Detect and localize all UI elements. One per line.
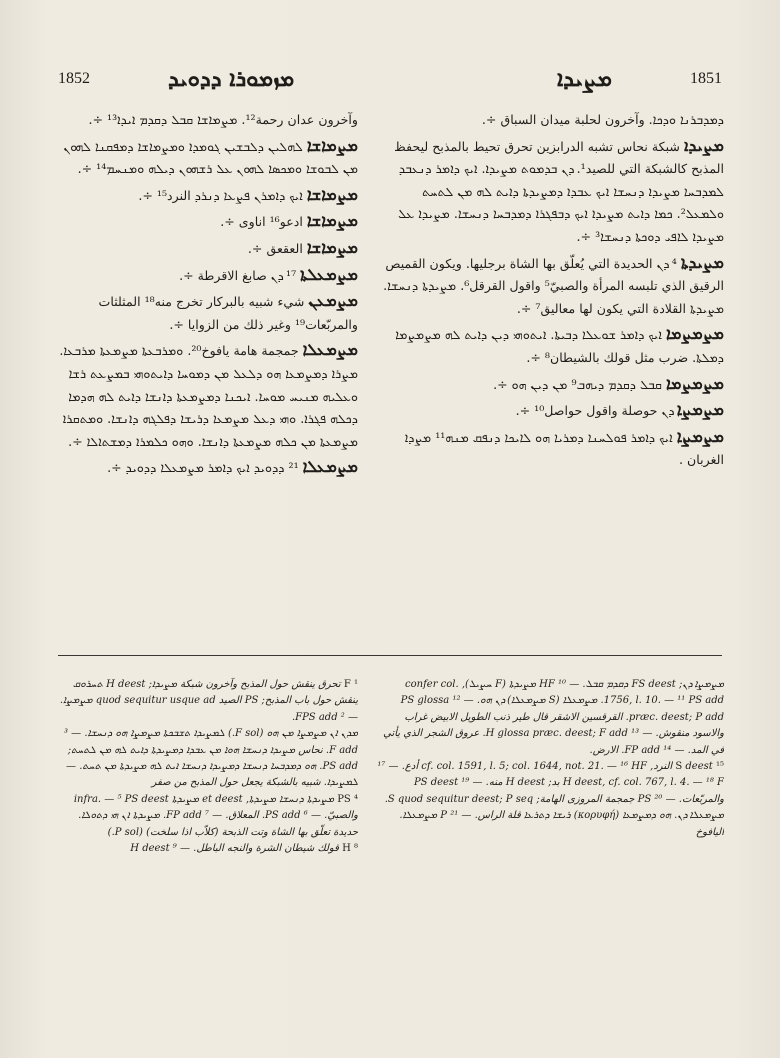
footnote-divider <box>58 655 722 656</box>
headword: ܡܨܡܐܫܐ <box>306 237 358 257</box>
headword: ܡܨܝܕܐ <box>683 135 724 155</box>
entry <box>56 210 358 234</box>
headword: ܡܨܡܐܫܐ <box>306 135 358 155</box>
entry <box>56 184 358 208</box>
entry <box>372 323 724 369</box>
footnote-text: ܡܕܢ ܐܢ ܡܨܡܨܐ ܡܢ ܗܘ (F sol.) ܠܡܨܝܕܐ ܬܫܒܟܬܐ ܡܨܡܨܐ ܗܘ ܕܢܚܫܐ. — ³ F add. نحاس ܡܨܝܕܐ ܕܢܚܫܐ ܗܘܐ ܡܢ ܥܒܕܐ ܕܡܨܝܕܬܐ ܕܐܝܬ ܠܗ ܡܢ ܠܬܚܬ; PS add. ܗܘ ܕܡܕܒܚܐ ܕܢܚܫܐ ܕܡܨܝܕܐ ܕܢܚܫܐ ܐܝܬ ܠܗ ܡܨܝܕܬܐ ܡܢ ܬܚܬ. — ܠܡܨܝܕܐ. شبيه بالشبكة يجعل حول المذبح من صفر <box>63 728 358 789</box>
entry-text: ܐܝܟ ܕܐܡܪ ܫܘܥܠܐ ܕܒܝܬܐ. ܐܝܬܘܗܝ ܕܝܢ ܕܐܝܬ ܠܗ ܡܨܡܨܡܐ ܕܡܠܬܐ. ضرب مثل قولك بالشيطان⁸ ÷. <box>395 327 724 365</box>
entry-text: ⁴ ܕܢ الحديدة التي يُعلّق بها الشاة برجليها. ويكون القميص الرقيق الذي تلبسه المرأة والصبيّ⁵ واقول القرقل⁶. ܡܨܝܕܬܐ ܕܢܚܫܐ. ܡܨܝܕܬܐ القلادة التي يكون لها معاليق⁷ ÷. <box>383 255 724 316</box>
headword: ܡܨܡܥܢ <box>308 291 358 311</box>
footnote-mark: ¹ F <box>343 679 358 690</box>
entry <box>372 108 724 132</box>
entry <box>372 373 724 397</box>
footnote <box>56 841 358 857</box>
entry <box>56 339 358 453</box>
entry-text: جمجمة هامة يافوخ²⁰. ܘܡܪܒܥܬܐ ܡܨܡܥܬܐ ܡܪܒܥܐ. ܡܨܪܐ ܕܡܨܡܥܐ ܗܘ ܕܠܥܠ ܡܢ ܕܡܘܚܐ ܕܐܝܬܘܗܝ ܒܡܨܥܬ ܪܫܐ ܘܥܠܝܗ ܡܢܝܚ ܡܘܚܐ. ܐܝܟܢܐ ܕܡܨܡܥܬܐ ܕܐܢܫܐ ܕܐܝܬ ܠܗ ܗܕܡܐ ܕܟܠܗ ܦܓܪܐ. ܘܗܝ ܕܥܠ ܡܨܡܥܐ ܕܪܝܫܐ ܕܦܠܓܗ ܕܐܢܫܐ. ܘܡܬܩܪܐ ܡܨܡܥܬܐ ܡܢ ܟܠܗ ܡܨܡܥܬܐ ܕܐܢܫܐ. ܘܗܘ ܟܠܡܪܐ ܕܡܫܬܐܠܐ ÷. <box>59 343 358 449</box>
entry-text: العقعق ÷. <box>247 240 303 256</box>
running-head-right: ܡܨܝܕܐ <box>556 66 612 92</box>
running-head-left: ܡܙܡܘܪܐ ܕܕܘܝܕ <box>168 66 295 92</box>
left-footnotes <box>56 677 358 937</box>
entry <box>56 108 358 132</box>
right-text-column <box>372 108 724 648</box>
right-footnotes <box>374 677 724 937</box>
page-header <box>58 66 722 100</box>
entry-text: ܠܗܠܝܢ ܕܠܒܫܝܢ ܓܘܡܕܐ ܘܡܨܡܐܫܐ ܕܡܦܩܢܐ ܠܗܘܢ ܡܢ ܠܒܘܫܐ ܘܡܟܣܐ ܠܗܘܢ ܥܠ ܪܫܗܘܢ ܕܝܠܗ ܘܡܢܚܡ¹⁴ ÷. <box>63 138 358 177</box>
entry-text: ܐܝܟ ܕܐܡܪܢ ܦܨܥܐ ܕܢܪܕ النرد¹⁵ ÷. <box>138 187 303 203</box>
entry-text: شبكة نحاس تشبه الدرابزين تحرق تحيط بالمذبح ليحفظ المذبح كالشبكة التي للصيد¹. ܕܢ ܒܕܡܘܬ ܡܨܝܕܐ. ܐܝܟ ܕܐܡܪ ܕܢܥܒܕ ܠܡܕܒܚܐ ܡܨܝܕܐ ܕܢܚܫܐ ܐܝܟ ܥܒܕܐ ܕܡܨܝܕܬܐ ܕܐܝܬ ܠܗ ܡܢ ܠܬܚܬ ܘܠܡܥܠ². ܟܡܐ ܕܐܝܬ ܡܨܝܕܐ ܐܝܟ ܕܒܦܓܪܐ ܕܡܕܒܚܐ ܕܢܚܫܐ. ܡܨܝܕܐ ܥܠ ܡܨܝܕܐ ܠܐܦܝ ܕܘܟܬܐ ܕܢܚܫܐ³ ÷. <box>394 138 724 244</box>
footnote-text: ܡܨܝܕܬܐ ܕܢܚܫܐ ܡܨܝܕܬܐ, et deest ܡܨܝܕܬܐ infra. — ⁵ PS deest والصبيّ. — ⁶ PS add. المعلاق. — ⁷ FP add. ܡܨܝܕܬܐ ܐܢ ܗܝ ܕܬܘܠܐ. حديدة تعلّق بها الشاة وتت الذبحة (كلاّب اذا سلخت) (P sol.) <box>73 793 358 838</box>
footnote-text: قولك شيطان الشرة والنجه الباطل. — ⁹ H deest <box>130 843 339 855</box>
entry <box>56 237 358 261</box>
entry-text: ܩܒܠ ܕܩܕܡ ܕܝܗܒ⁹ ܡܢ ܕܝܢ ܗܘ ÷. <box>493 376 662 392</box>
entry <box>56 290 358 336</box>
headword: ܡܨܡܨܐ <box>676 400 724 420</box>
entry-text: ²¹ ܕܕܘܝܕ ܐܝܟ ܕܐܡܪ ܡܨܡܥܠܐ ܕܕܘܝܕ ÷. <box>107 460 299 476</box>
entry <box>372 426 724 472</box>
headword: ܡܨܡܨܐ <box>676 426 724 446</box>
entry-text: ܕܡܕܒܪܢܐ ܘܕܟܐ. وآخرون لحلبة ميدان السباق ÷. <box>481 112 724 127</box>
left-text-column <box>56 108 358 648</box>
entry-text: ܐܝܟ ܕܐܡܪ ܦܘܠܚܢܐ ܕܡܪܝܐ ܗܘ ܠܐܝܟܐ ܕܢܦܩ ܡܢܗ¹¹ ܡܨܕܐ الغربان . <box>404 429 724 468</box>
entry <box>56 264 358 288</box>
headword: ܡܨܡܐܫܐ <box>306 184 358 204</box>
entry <box>372 135 724 249</box>
footnote <box>56 677 358 726</box>
headword: ܡܨܡܨܡܐ <box>665 373 724 393</box>
entry <box>372 252 724 321</box>
footnote-mark: ⁴ PS <box>337 793 358 805</box>
entry <box>372 399 724 423</box>
footnote <box>56 792 358 841</box>
headword: ܡܨܡܥܠܬܐ <box>300 264 358 284</box>
footnote <box>374 677 724 759</box>
headword: ܡܨܡܥܠܐ <box>302 457 358 477</box>
footnote-mark: ⁸ H <box>342 843 358 855</box>
entry <box>56 456 358 480</box>
footnote <box>56 726 358 792</box>
page-number-right: 1851 <box>690 70 722 87</box>
headword: ܡܨܡܨܡܐ <box>665 324 724 344</box>
entry-text: ¹⁷ ܕܢ صابغ الاقرطة ÷. <box>179 267 297 283</box>
entry-text: شيء شبيه بالبركار تخرج منه¹⁸ المثلثات والمربّعات¹⁹ وغير ذلك من الزوايا ÷. <box>98 294 358 332</box>
headword: ܡܨܝܕܬܐ <box>680 252 724 272</box>
headword: ܡܨܡܥܠܐ <box>302 340 358 360</box>
entry-text: ادعو¹⁶ اناوى ÷. <box>220 214 303 230</box>
footnote-text: تحرق ينقش حول المذبح وآخرون شبكة ܡܨܝܕܐ; H deest ܬܚܪܘܩ ينقش حول باب المذبح; PS الصيد quod sequitur usque ad ܡܨܡܨܐ. — ² FPS add. <box>59 679 358 723</box>
entry-text: ܕܢ حوصلة واقول حواصل¹⁰ ÷. <box>515 403 673 419</box>
footnote <box>374 759 724 841</box>
entry <box>56 135 358 181</box>
footnote-text: deest النرد, cf. col. 1591, l. 5; col. 1644, not. 21. — ¹⁶ HF أدع. — ¹⁷ H deest, cf. col. 767, l. 4. — ¹⁸ F بد; H deest منه. — ¹⁹ PS deest والمربّعات. — ²⁰ PS جمجمة المروزى الهامة; S quod sequitur deest; P seq. ܡܨܡܥܠܐ ܕܢ. ܗܘ ܕܡܨܡܥܐ (κορυφή) ܪܝܫܐ ܕܬܪܥܐ قلة الراس. — ²¹ P ܡܨܡܥܠܐ. اليافوخ <box>377 761 724 838</box>
footnote-text: ܡܨܡܨܐ ܕܢ; FS deest ܕܩܕܡ ܩܒܠ. — ¹⁰ HF ܡܨܝܕܬܐ (F ܚܨܝܠ), confer col. 1756, l. 10. — ¹¹ PS add. ܡܨܡܥܠܐ (S ܡܨܡܥܠܐ) ܕܢ ܗܘ. — ¹² PS glossa præc. deest; P add. القرقسين الاشقر قال طير ذنب الطويل الابيض غراب والاسود منقوش. — ¹³ H glossa præc. deest; F add. عروق الشجر الذي يأتي في المد. — ¹⁴ FP add. الارض. <box>383 679 724 756</box>
footnote-mark: ¹⁵ S <box>675 761 724 773</box>
headword: ܡܨܡܐܫܐ <box>306 211 358 231</box>
page-number-left: 1852 <box>58 70 90 87</box>
entry-text: وآخرون عدان رحمة¹². ܡܨܡܐܫܐ ܩܒܠ ܕܩܕܡ ܐܝܕܐ¹³ ÷. <box>88 112 358 127</box>
